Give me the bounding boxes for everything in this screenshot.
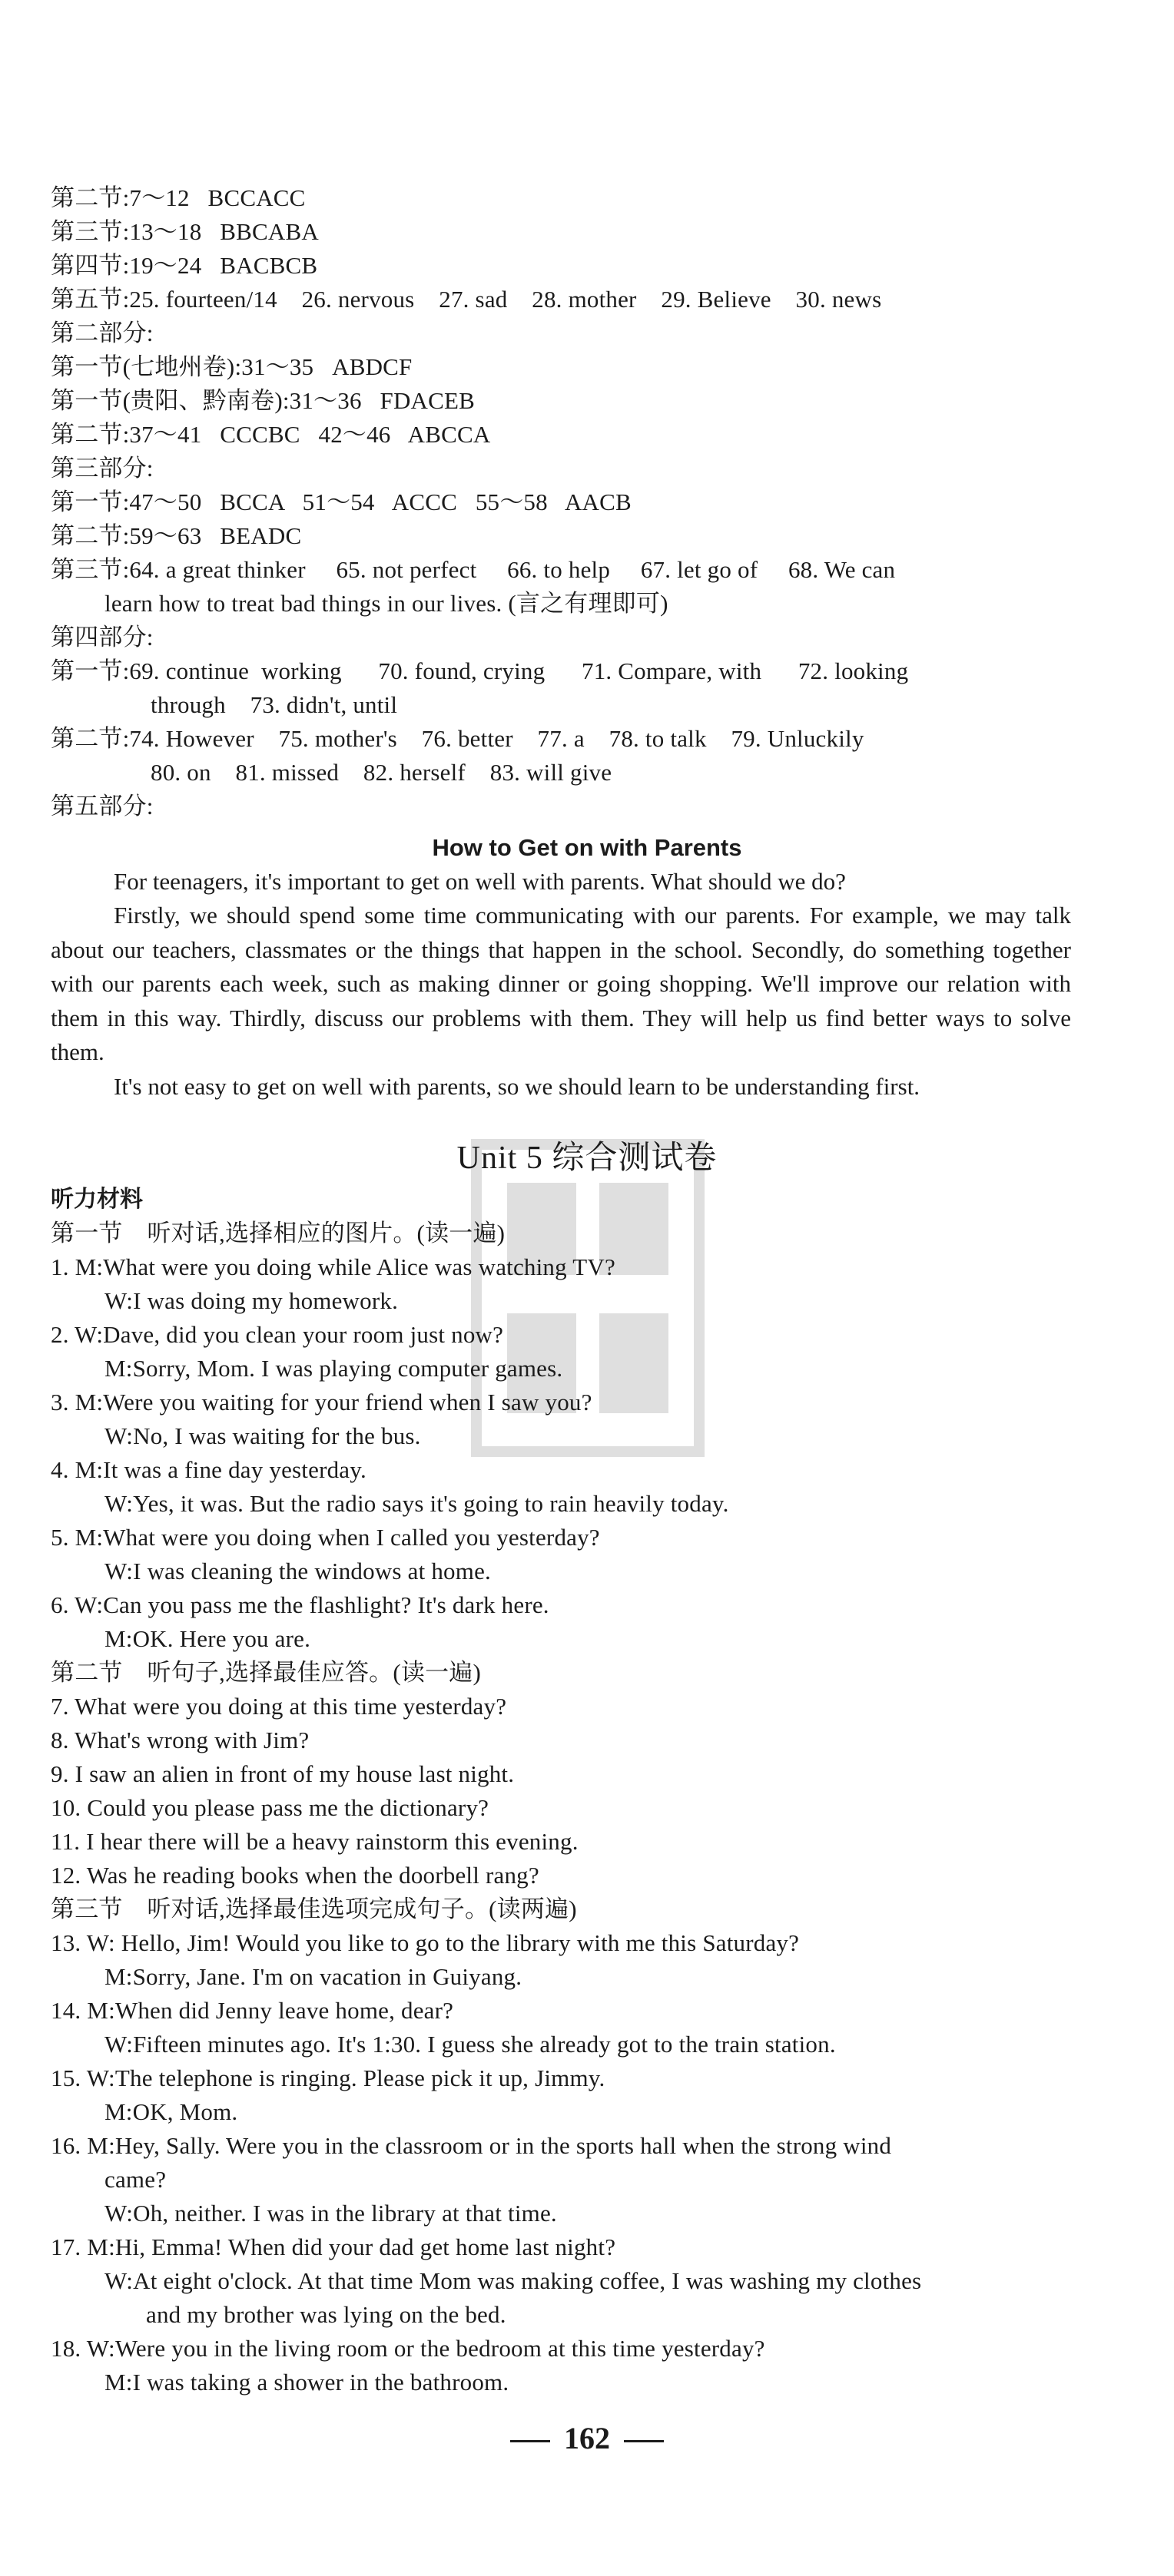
script-line: 5. M:What were you doing when I called you yesterday? [51,1524,600,1551]
section-heading: 第五部分: [51,793,154,819]
answer-line: 第二节:74. However 75. mother's 76. better 77. a 78. to talk 79. Unluckily [51,725,864,752]
script-line: 17. M:Hi, Emma! When did your dad get home last night? [51,2233,616,2260]
section-heading: 第一节 听对话,选择相应的图片。(读一遍) [51,1220,506,1247]
script-line: 3. M:Were you waiting for your friend when I saw you? [51,1389,592,1415]
answer-line-continued: through 73. didn't, until [151,691,398,718]
essay-paragraph: It's not easy to get on well with parents, so we should learn to be understanding first. [114,1073,920,1100]
page-number-dash-left [510,2440,550,2442]
script-line: W:I was cleaning the windows at home. [104,1558,491,1584]
essay-title: How to Get on with Parents [432,834,742,861]
answer-line: 第二节:59～63 BEADC [51,522,302,549]
script-line: 8. What's wrong with Jim? [51,1727,310,1753]
script-line: 14. M:When did Jenny leave home, dear? [51,1997,454,2024]
page-number-dash-right [624,2440,664,2442]
script-line: 10. Could you please pass me the dictionary? [51,1794,489,1821]
script-line: M:OK. Here you are. [104,1625,311,1652]
script-line: 7. What were you doing at this time yesterday? [51,1693,507,1720]
answer-line: 第二节:37～41 CCCBC 42～46 ABCCA [51,421,491,448]
answer-line: 第三节:13～18 BBCABA [51,218,319,245]
answer-line: 第一节(贵阳、黔南卷):31～36 FDACEB [51,387,476,414]
script-line: 13. W: Hello, Jim! Would you like to go to the library with me this Saturday? [51,1929,800,1956]
answer-line: 第一节:47～50 BCCA 51～54 ACCC 55～58 AACB [51,488,632,515]
script-line: 18. W:Were you in the living room or the bedroom at this time yesterday? [51,2335,765,2362]
script-line: 2. W:Dave, did you clean your room just now? [51,1321,504,1348]
listening-material-heading: 听力材料 [51,1186,143,1213]
unit-title: Unit 5 综合测试卷 [456,1141,718,1176]
essay-paragraph: Firstly, we should spend some time communicating with our parents. For example, we may talk about our teachers, classmates or the things that happen in the school. Secondly, do something together with our parents each week, such as making dinner or going shopping. We'll improve our relation with them in this way. Thirdly, discuss our problems with them. They will help us find better ways to solve them. [51,902,1071,1065]
page-number-value: 162 [564,2421,610,2455]
page-number [0,2419,1174,2458]
script-line: 4. M:It was a fine day yesterday. [51,1456,366,1483]
script-line: 1. M:What were you doing while Alice was watching TV? [51,1253,615,1280]
answer-line: 第一节(七地州卷):31～35 ABDCF [51,353,413,380]
script-line: 6. W:Can you pass me the flashlight? It's dark here. [51,1591,549,1618]
answer-line: 第四节:19～24 BACBCB [51,252,318,279]
section-heading: 第二部分: [51,320,154,346]
script-line: M:OK, Mom. [104,2098,238,2125]
answer-line: 第三节:64. a great thinker 65. not perfect 66. to help 67. let go of 68. We can [51,556,896,583]
script-line-continued: and my brother was lying on the bed. [146,2301,506,2328]
script-line: 15. W:The telephone is ringing. Please pick it up, Jimmy. [51,2064,605,2091]
essay-paragraph: For teenagers, it's important to get on well with parents. What should we do? [114,868,846,895]
script-line: 11. I hear there will be a heavy rainstorm this evening. [51,1828,579,1855]
answer-line-continued: learn how to treat bad things in our lives. (言之有理即可) [104,590,668,617]
script-line: M:Sorry, Mom. I was playing computer games. [104,1355,563,1382]
script-line: 16. M:Hey, Sally. Were you in the classroom or in the sports hall when the strong wind [51,2132,892,2159]
script-line: W:Fifteen minutes ago. It's 1:30. I guess she already got to the train station. [104,2031,836,2058]
section-heading: 第四部分: [51,624,154,651]
script-line: W:I was doing my homework. [104,1287,399,1314]
answer-line: 第二节:7～12 BCCACC [51,184,306,211]
script-line: M:Sorry, Jane. I'm on vacation in Guiyang. [104,1963,522,1990]
script-line: W:Oh, neither. I was in the library at that time. [104,2200,557,2227]
answer-line: 第一节:69. continue working 70. found, crying 71. Compare, with 72. looking [51,657,909,684]
answer-line: 第五节:25. fourteen/14 26. nervous 27. sad 28. mother 29. Believe 30. news [51,286,882,313]
section-heading: 第二节 听句子,选择最佳应答。(读一遍) [51,1659,481,1686]
section-heading: 第三部分: [51,455,154,482]
script-line: 9. I saw an alien in front of my house last night. [51,1760,515,1787]
script-line: W:At eight o'clock. At that time Mom was making coffee, I was washing my clothes [104,2267,922,2294]
answer-line-continued: 80. on 81. missed 82. herself 83. will give [151,759,612,786]
script-line-continued: came? [104,2166,167,2193]
script-line: W:No, I was waiting for the bus. [104,1422,421,1449]
script-line: W:Yes, it was. But the radio says it's going to rain heavily today. [104,1490,729,1517]
section-heading: 第三节 听对话,选择最佳选项完成句子。(读两遍) [51,1896,577,1922]
script-line: 12. Was he reading books when the doorbell rang? [51,1862,539,1889]
script-line: M:I was taking a shower in the bathroom. [104,2369,509,2396]
